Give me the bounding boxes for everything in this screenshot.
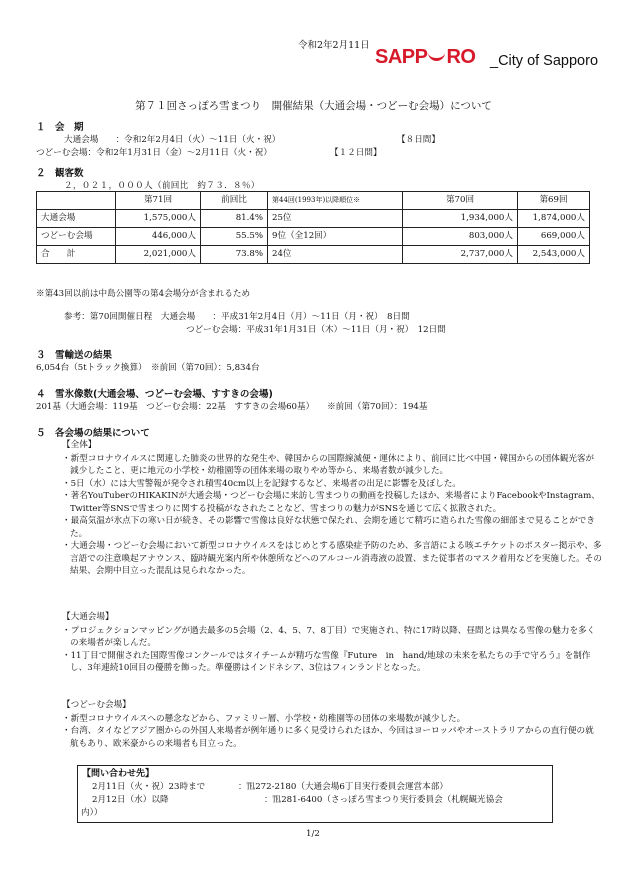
logo-text-2: RO [446,46,476,68]
logo-text-1: SAPP [375,46,428,68]
section-2-heading: ２ 観客数 [36,168,84,179]
overall-label: 【全体】 [62,440,97,450]
table-cell: 803,000人 [403,228,518,246]
odori-label: 【大通会場】 [62,612,114,622]
city-of-sapporo: _City of Sapporo [490,53,599,69]
table-header-cell [37,192,116,210]
contact-phone-1: ：℡272-2180（大通会場6丁目実行委員会運営本部） [238,782,448,792]
section-4-heading: ４ 雪氷像数(大通会場、つどーむ会場、すすきの会場) [36,389,273,400]
document-date: 令和2年2月11日 [298,40,370,51]
section-3-heading: ３ 雪輸送の結果 [36,350,113,361]
table-cell: 81.4% [201,210,268,228]
list-item: ・5日（水）には大雪警報が発令され積雪40cm以上を記録するなど、来場者の出足に影響を及ぼした。 [62,478,461,489]
table-cell: 669,000人 [518,228,590,246]
table-row [37,210,590,228]
table-cell: 446,000人 [116,228,201,246]
statue-count-text: 201基（大通会場：119基 つどーむ会場：22基 すすきの会場60基） ※前回（第70回）：194基 [36,402,428,412]
list-item: ・大通会場・つどーむ会場において新型コロナウイルスをはじめとする感染症予防のため、多言語による咳エチケットのポスター掲示や、多言語での注意喚起アナウンス、臨時観光案内所や休憩所などへのアルコール消毒液の設置、また従事者のマスク着用などを実施した。その結果、会期中目立った混乱は見られなかった。 [62,541,602,577]
table-cell: 2,543,000人 [518,246,590,264]
odori-list [62,625,602,675]
list-item: ・プロジェクションマッピングが過去最多の5会場（2、4、5、7、8丁目）で実施され、特に17時以降、昼間とは異なる雪像の魅力を多くの来場者が楽しんだ。 [62,626,596,649]
sapporo-logo [375,44,475,71]
contact-phone-2: ：℡281-6400（さっぽろ雪まつり実行委員会（札幌観光協会 [264,795,503,805]
section-1-heading: １ 会 期 [36,122,84,133]
table-header-cell: 前回比 [201,192,268,210]
page-number: 1/2 [306,829,320,839]
table-cell: 9位（全12回） [268,228,403,246]
period-odori: 大通会場 ：令和2年2月4日（火）～11日（火・祝） [64,135,281,145]
contact-box [77,765,553,823]
table-cell: 1,874,000人 [518,210,590,228]
period-odori-days: 【８日間】 [397,135,440,145]
list-item: ・新型コロナウイルスへの懸念などから、ファミリー層、小学校・幼稚園等の団体の来場数が減少した。 [62,714,466,724]
overall-list [62,453,602,578]
list-item: ・新型コロナウイルスに関連した肺炎の世界的な発生や、韓国からの国際線減便・運休により、前回に比べ中国・韓国からの団体観光客が減少したこと、更に地元の小学校・幼稚園等の団体来場の取りやめ等から、来場者数が減少した。 [62,454,595,477]
tsudome-label: 【つどーむ会場】 [62,700,131,710]
snow-transport-text: 6,054台（5tトラック換算） ※前回（第70回）：5,834台 [36,363,260,373]
tsudome-list [62,713,602,750]
table-cell: 2,737,000人 [403,246,518,264]
table-cell: 25位 [268,210,403,228]
table-cell: 2,021,000人 [116,246,201,264]
contact-heading: 【問い合わせ先】 [82,769,155,779]
contact-phone-2-cont: 内）） [81,808,103,818]
table-cell: 1,934,000人 [403,210,518,228]
document-title: 第７１回さっぽろ雪まつり 開催結果（大通会場・つどーむ会場）について [135,100,492,112]
reference-tsudome: つどーむ会場：平成31年1月31日（木）～11日（月・祝） 12日間 [186,325,446,335]
table-header-cell: 第44回(1993年)以降順位※ [268,192,403,210]
list-item: ・台湾、タイなどアジア圏からの外国人来場者が例年通りに多く見受けられたほか、今回はヨーロッパやオーストラリアからの直行便の就航もあり、欧米豪からの来場者も目立った。 [62,726,594,749]
logo-arc-icon [428,48,445,61]
visitor-summary: ２，０２１，０００人（前回比 約７３．８％） [64,181,260,191]
reference-odori: 参考：第70回開催日程 大通会場 ：平成31年2月4日（月）～11日（月・祝） 8日間 [64,312,410,322]
table-row [37,228,590,246]
contact-period-1: 2月11日（火・祝）23時まで [92,782,206,792]
table-row [37,246,590,264]
table-header-cell: 第69回 [518,192,590,210]
table-cell: 大通会場 [37,210,116,228]
section-5-heading: ５ 各会場の結果について [36,428,150,439]
list-item: ・11丁目で開催された国際雪像コンクールではタイチームが精巧な雪像『Future in hand/地球の未来を私たちの手で守ろう』を制作し、3年連続10回目の優勝を飾った。準優勝はインドネシア、3位はフィンランドとなった。 [62,650,591,674]
visitor-table [36,191,590,264]
table-header-row [37,192,590,210]
table-note: ※第43回以前は中島公園等の第4会場分が含まれるため [36,289,251,299]
table-cell: 合 計 [37,246,116,264]
list-item: ・著名YouTuberのHIKAKINが大通会場・つどーむ会場に来訪し雪まつりの動画を投稿したほか、来場者によりFacebookやInstagram、Twitter等SNSで雪まつりに関する投稿がなされたことなど、雪まつりの魅力がSNSを通じて広く拡散された。 [62,491,600,514]
table-cell: 73.8% [201,246,268,264]
table-header-cell: 第70回 [403,192,518,210]
period-tsudome-days: 【１２日間】 [330,148,382,158]
table-cell: 1,575,000人 [116,210,201,228]
table-cell: 55.5% [201,228,268,246]
table-header-cell: 第71回 [116,192,201,210]
table-cell: 24位 [268,246,403,264]
list-item: ・最高気温が氷点下の寒い日が続き、その影響で雪像は良好な状態で保たれ、会期を通じて精巧に造られた雪像の細部まで見ることができた。 [62,516,595,539]
contact-period-2: 2月12日（水）以降 [92,795,169,805]
period-tsudome: つどーむ会場：令和2年1月31日（金）～2月11日（火・祝） [36,148,272,158]
table-cell: つどーむ会場 [37,228,116,246]
